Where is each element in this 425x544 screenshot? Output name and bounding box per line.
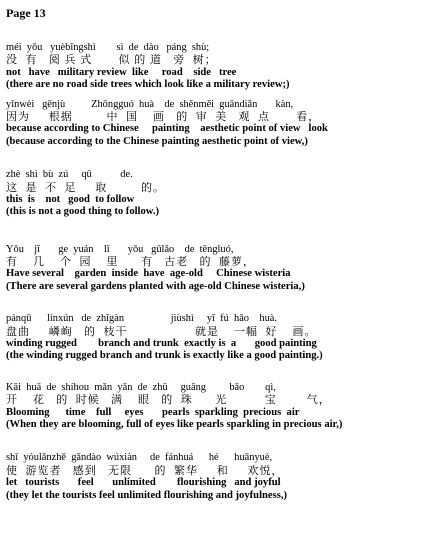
pinyin-line: Yǒu jǐ ge yuán lǐ yǒu gǔlǎo de tēngluó, [6,243,234,255]
chinese-line: 使 游览者 感到 无限 的 繁华 和 欢悦， [6,464,284,477]
translation-line: (because according to the Chinese painting aesthetic point of view,) [6,135,308,147]
pinyin-line: méi yǒu yuèbīngshì sì de dào páng shù; [6,42,210,53]
chinese-line: 因为 根据 中 国 画 的 审 美 观 点 看， [6,110,321,123]
literal-line: let tourists feel unlimited flourishing and joyful [6,477,281,489]
literal-line: Have several garden inside have age-old Chinese wisteria [6,268,291,280]
entry-1 [6,42,421,92]
translation-line: (there are no road side trees which look like a military review;) [6,79,290,91]
literal-line: this is not good to follow [6,193,135,205]
entry-2 [6,99,421,149]
entry-6 [6,382,421,432]
translation-line: (There are several gardens planted with age-old Chinese wisteria,) [6,280,305,292]
literal-line: winding rugged branch and trunk exactly is a good painting [6,338,317,350]
pinyin-line: pánqū línxún de zhīgàn jiùshì yī fú hǎo huà. [6,313,277,325]
literal-line: Blooming time full eyes pearls sparkling precious air [6,406,300,418]
translation-line: (When they are blooming, full of eyes like pearls sparkling in precious air,) [6,418,343,430]
literal-line: not have military review like road side tree [6,66,237,78]
pinyin-line: Kāi huā de shíhou mǎn yǎn de zhū guāng bǎo qì, [6,381,276,393]
translation-line: (this is not a good thing to follow.) [6,206,160,218]
chinese-line: 开 花 的 时候 满 眼 的 珠 光 宝 气， [6,394,331,407]
entry-7 [6,452,421,502]
literal-line: because according to Chinese painting aesthetic point of view look [6,123,328,135]
entry-3 [6,169,421,219]
entry-5 [6,313,421,363]
page-number: Page 13 [6,6,46,20]
chinese-line: 盘曲 嶙峋 的 枝干 就是 一幅 好 画。 [6,325,317,338]
translation-line: (they let the tourists feel unlimited flourishing and joyfulness,) [6,489,288,501]
pinyin-line: yīnwèi gēnjù Zhōngguó huà de shěnměi guāndiǎn kàn, [6,98,294,110]
text-entries [6,42,421,502]
translation-line: (the winding rugged branch and trunk is exactly like a good painting.) [6,350,323,362]
entry-4 [6,244,421,294]
pinyin-line: shǐ yóulǎnzhě gǎndào wúxiàn de fánhuá hé huānyuè, [6,452,273,464]
pinyin-line: zhè shì bù zú qǔ de. [6,169,133,181]
chinese-line: 这 是 不 足 取 的。 [6,181,165,194]
chinese-line: 有 几 个 园 里 有 古老 的 藤萝， [6,256,255,269]
chinese-line: 没 有 阅 兵 式 似 的 道 旁 树； [6,54,217,67]
